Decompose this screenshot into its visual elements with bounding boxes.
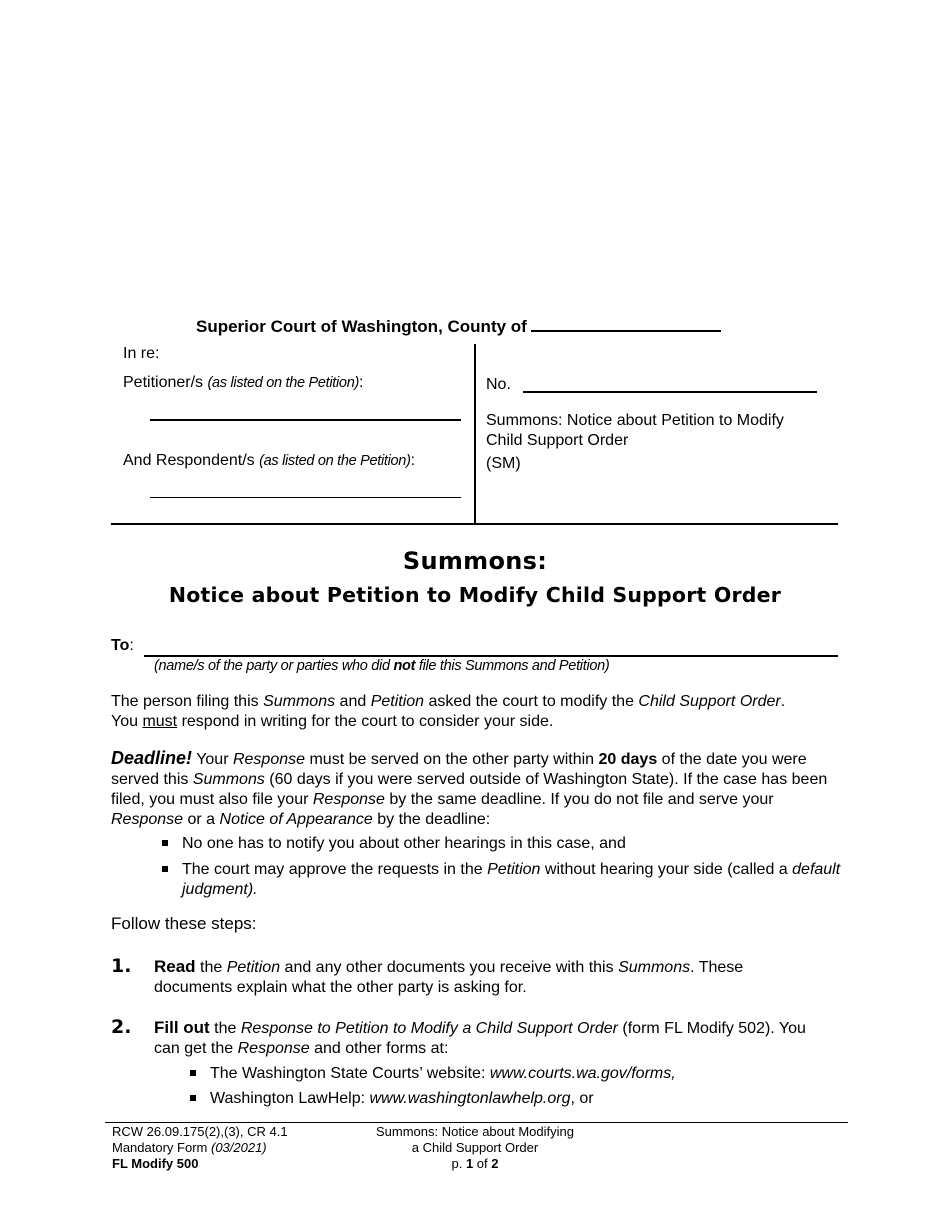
lawhelp-website-link[interactable]: www.washingtonlawhelp.org: [369, 1090, 571, 1107]
footer-form-number: FL Modify 500: [112, 1156, 199, 1171]
petitioner-note: (as listed on the Petition): [207, 375, 359, 391]
step-1-number: 1.: [111, 955, 132, 977]
step-2-text: Fill out the Response to Petition to Modify a Child Support Order (form FL Modify 502). You can get the Response and other forms at:: [154, 1018, 806, 1057]
bullet-icon: [190, 1070, 196, 1076]
step-1-text: Read the Petition and any other documents you receive with this Summons. These documents explain what the other party is asking for.: [154, 957, 744, 996]
case-number-label: No.: [486, 376, 511, 393]
petitioner-label: Petitioner/s: [123, 374, 204, 391]
caption-divider-horizontal: [111, 523, 838, 525]
to-blank-line[interactable]: [144, 655, 838, 657]
bullet-icon: [162, 840, 168, 846]
page-title: Summons:: [402, 547, 548, 575]
caption-document-title: Summons: Notice about Petition to Modify Child Support Order: [486, 412, 784, 449]
bullet-icon: [162, 866, 168, 872]
respondent-blank-line[interactable]: [150, 497, 461, 498]
in-re-label: In re:: [123, 345, 160, 362]
step-2-number: 2.: [111, 1016, 132, 1038]
footer-statute: RCW 26.09.175(2),(3), CR 4.1: [112, 1124, 288, 1139]
deadline-bullet-1: No one has to notify you about other hearings in this case, and: [182, 835, 626, 852]
petitioner-blank-line[interactable]: [150, 419, 461, 421]
to-label: To:: [111, 637, 134, 654]
footer-left: [112, 1124, 288, 1172]
footer-center: Summons: Notice about Modifying a Child Support Order p. 1 of 2: [350, 1124, 600, 1172]
case-number-blank-line[interactable]: [523, 391, 817, 393]
respondent-label: And Respondent/s: [123, 452, 255, 469]
caption-divider-vertical: [474, 344, 476, 524]
intro-paragraph: The person filing this Summons and Petition asked the court to modify the Child Support Order. You must respond in writing for the court to consider your side.: [111, 693, 786, 730]
county-blank-line[interactable]: [531, 314, 721, 332]
petitioner-label-line: Petitioner/s (as listed on the Petition):: [123, 374, 364, 391]
courts-website-link[interactable]: www.courts.wa.gov/forms,: [489, 1065, 676, 1082]
bullet-icon: [190, 1095, 196, 1101]
court-heading: Superior Court of Washington, County of: [196, 314, 721, 337]
forms-source-lawhelp: Washington LawHelp: www.washingtonlawhelp.org, or: [210, 1090, 594, 1107]
page-subtitle: Notice about Petition to Modify Child Support Order: [168, 583, 782, 607]
deadline-heading: Deadline!: [111, 748, 193, 768]
respondent-note: (as listed on the Petition): [259, 453, 411, 469]
respondent-label-line: And Respondent/s (as listed on the Petition):: [123, 452, 416, 469]
footer-form-type: Mandatory Form (03/2021): [112, 1140, 267, 1155]
footer-divider: [105, 1122, 848, 1123]
caption-document-code: (SM): [486, 455, 521, 472]
forms-source-courts: The Washington State Courts’ website: www.courts.wa.gov/forms,: [210, 1065, 676, 1082]
deadline-paragraph: Deadline! Your Response must be served on the other party within 20 days of the date you were served this Summons (60 days if you were served outside of Washington State). If the case has been filed, you must also file your Response by the same deadline. If you do not file and serve your Response or a Notice of Appearance by the deadline:: [111, 748, 828, 828]
deadline-bullet-2: The court may approve the requests in the Petition without hearing your side (called a default judgment).: [182, 861, 841, 898]
to-note: (name/s of the party or parties who did not file this Summons and Petition): [154, 658, 610, 674]
follow-steps-heading: Follow these steps:: [111, 914, 257, 933]
page-number: p. 1 of 2: [451, 1156, 499, 1171]
